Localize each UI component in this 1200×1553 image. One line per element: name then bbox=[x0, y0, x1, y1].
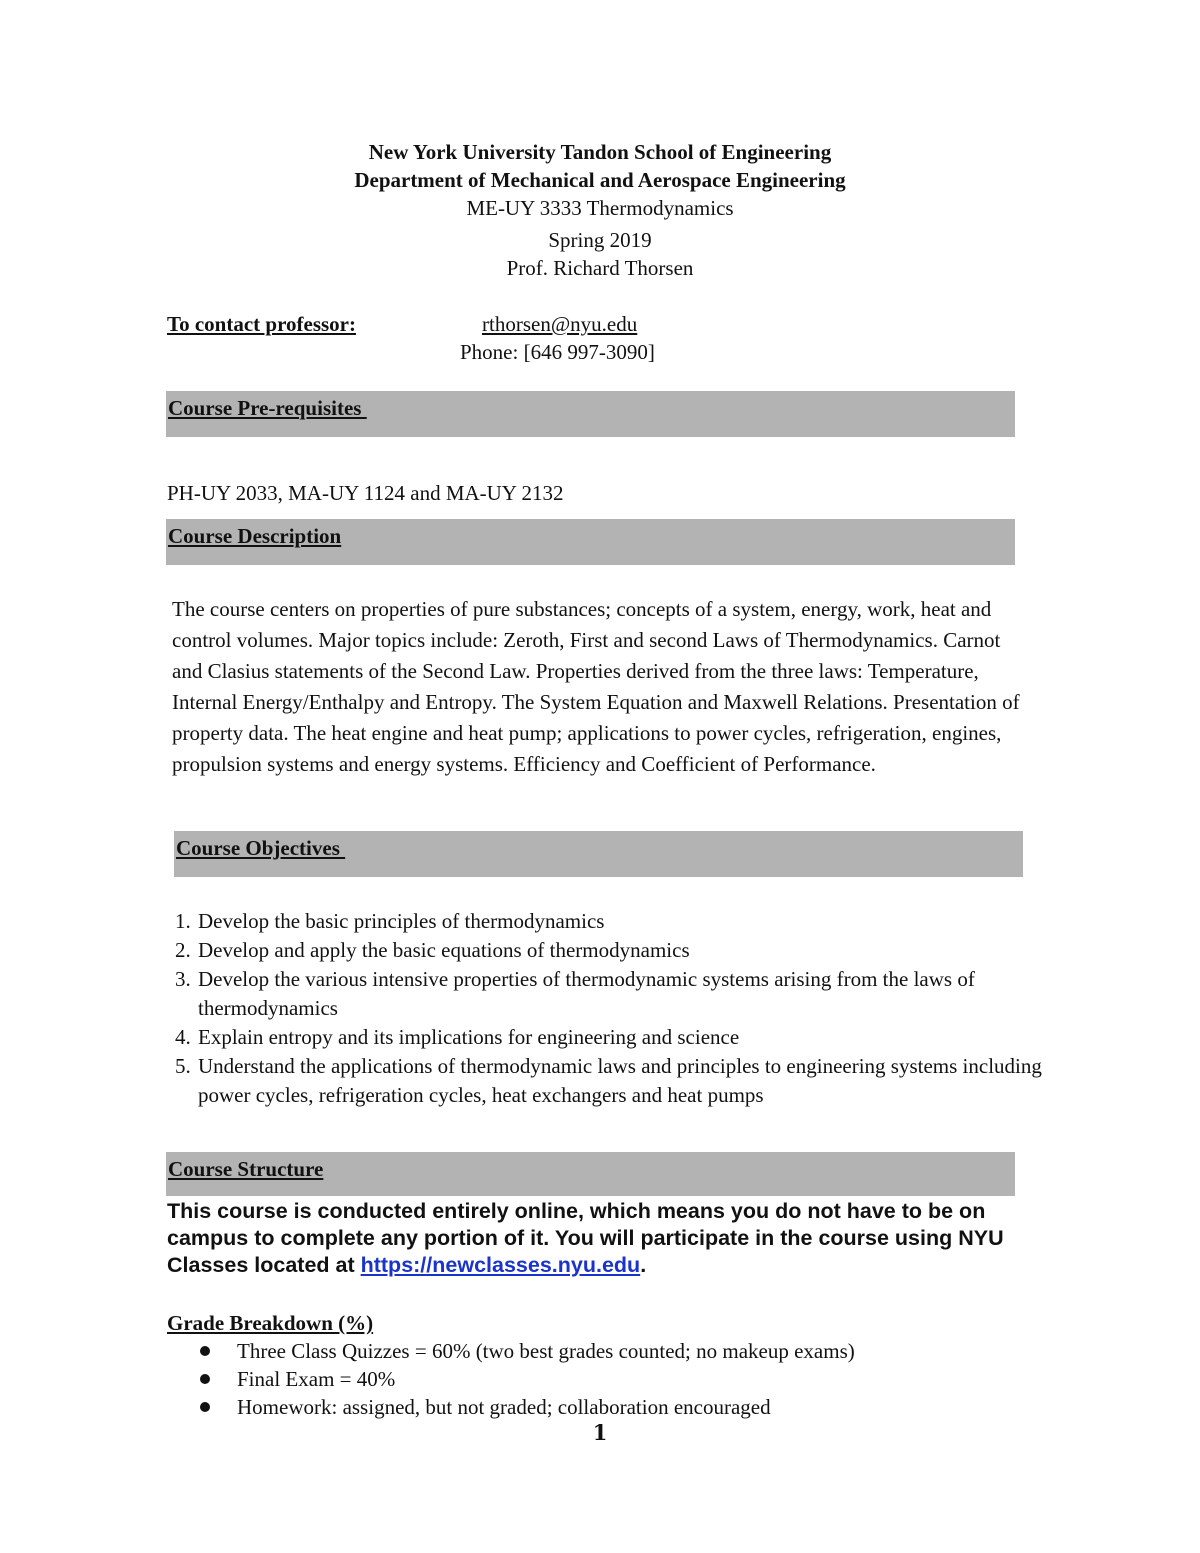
list-item-text: Homework: assigned, but not graded; collaboration encouraged bbox=[237, 1395, 771, 1419]
objectives-list bbox=[175, 907, 1075, 1110]
professor-phone: Phone: [646 997-3090] bbox=[460, 340, 655, 364]
list-item-text: Explain entropy and its implications for engineering and science bbox=[198, 1025, 740, 1049]
objectives-header-bar bbox=[174, 831, 1023, 877]
description-title: Course Description bbox=[168, 524, 342, 548]
structure-text bbox=[167, 1198, 1047, 1279]
course-term: Spring 2019 bbox=[548, 228, 652, 252]
bullet-icon bbox=[200, 1346, 210, 1356]
list-item-number: 5. bbox=[175, 1054, 191, 1078]
description-header-bar bbox=[166, 519, 1015, 565]
nyu-classes-link[interactable]: https://newclasses.nyu.edu bbox=[360, 1253, 641, 1277]
list-item bbox=[200, 1393, 855, 1421]
list-item-text: Develop the various intensive properties of thermodynamic systems arising from the laws of thermodynamics bbox=[198, 967, 975, 1020]
structure-text-end: . bbox=[640, 1253, 647, 1277]
course-title: ME-UY 3333 Thermodynamics bbox=[466, 196, 734, 220]
list-item bbox=[175, 965, 975, 1023]
department-name: Department of Mechanical and Aerospace Engineering bbox=[354, 168, 846, 192]
list-item-text: Understand the applications of thermodynamic laws and principles to engineering systems including power cycles, refrigeration cycles, heat exchangers and heat pumps bbox=[198, 1054, 1042, 1107]
description-text: The course centers on properties of pure substances; concepts of a system, energy, work, heat and control volumes. Major topics include: Zeroth, First and second Laws of Thermodynamics. Carnot and Clasius statements of the Second Law. Properties derived from the three laws: Temperature, Internal Energy/Enthalpy and Entropy. The System Equation and Maxwell Relations. Presentation of property data. The heat engine and heat pump; applications to power cycles, refrigeration, engines, propulsion systems and energy systems. Efficiency and Coefficient of Performance. bbox=[172, 597, 1020, 776]
objectives-title: Course Objectives bbox=[176, 836, 346, 860]
professor-email-link[interactable]: rthorsen@nyu.edu bbox=[482, 312, 638, 336]
structure-title: Course Structure bbox=[168, 1157, 324, 1181]
list-item bbox=[175, 1023, 1075, 1052]
list-item-number: 3. bbox=[175, 967, 191, 991]
list-item bbox=[200, 1337, 855, 1365]
list-item-text: Three Class Quizzes = 60% (two best grades counted; no makeup exams) bbox=[237, 1339, 855, 1363]
bullet-icon bbox=[200, 1374, 210, 1384]
prerequisites-title: Course Pre-requisites bbox=[168, 396, 367, 420]
professor-name: Prof. Richard Thorsen bbox=[506, 256, 694, 280]
list-item-number: 4. bbox=[175, 1025, 191, 1049]
university-name: New York University Tandon School of Engineering bbox=[368, 140, 832, 164]
prerequisites-header-bar bbox=[166, 391, 1015, 437]
list-item bbox=[200, 1365, 855, 1393]
prerequisites-text: PH-UY 2033, MA-UY 1124 and MA-UY 2132 bbox=[167, 481, 564, 505]
list-item bbox=[175, 1052, 1055, 1110]
structure-header-bar bbox=[166, 1152, 1015, 1196]
list-item bbox=[175, 936, 1075, 965]
list-item-number: 2. bbox=[175, 938, 191, 962]
grade-breakdown-list bbox=[200, 1337, 855, 1421]
grade-breakdown-title: Grade Breakdown (%) bbox=[167, 1311, 374, 1335]
structure-text-body: This course is conducted entirely online, which means you do not have to be on campus to complete any portion of it. You will participate in the course using NYU Classes located at bbox=[167, 1199, 1004, 1277]
list-item bbox=[175, 907, 1075, 936]
bullet-icon bbox=[200, 1402, 210, 1412]
list-item-text: Develop the basic principles of thermodynamics bbox=[198, 909, 605, 933]
list-item-number: 1. bbox=[175, 909, 191, 933]
list-item-text: Develop and apply the basic equations of thermodynamics bbox=[198, 938, 690, 962]
contact-label: To contact professor: bbox=[167, 312, 356, 336]
list-item-text: Final Exam = 40% bbox=[237, 1367, 396, 1391]
page-number: 1 bbox=[592, 1420, 608, 1445]
